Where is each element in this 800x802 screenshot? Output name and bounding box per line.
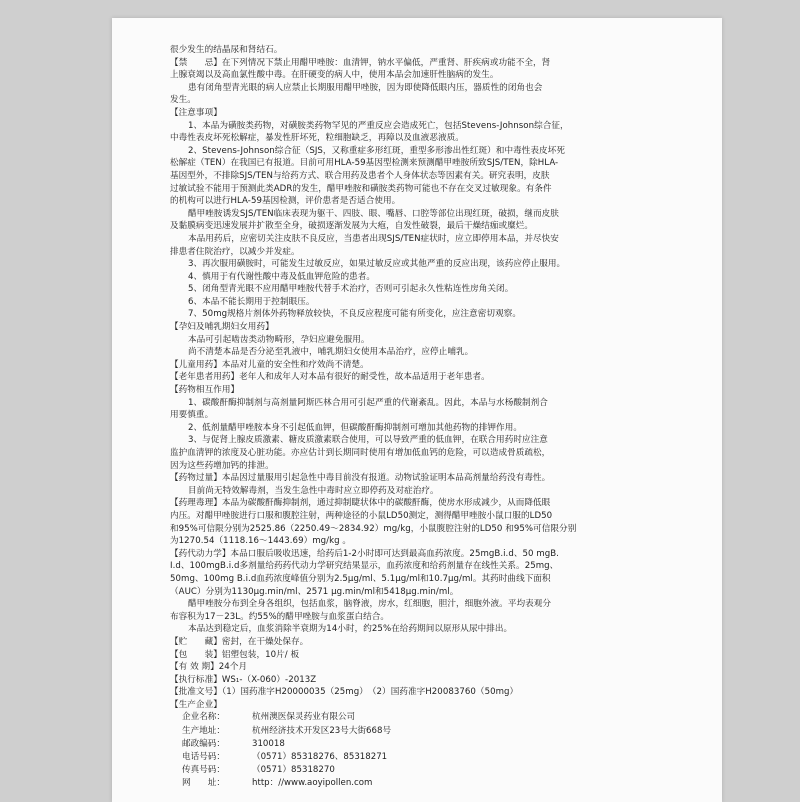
insert-text-line: 和95%可信限分别为2525.86（2250.49～2834.92）mg/kg，小鼠腹腔注射的LD50 和95%可信限分别: [170, 523, 577, 534]
insert-text-line: 基因型外，不排除SJS/TEN与给药方式、联合用药及患者个人身体状态等因素有关。研究表明，皮肤: [170, 170, 550, 181]
insert-text-line: 为1270.54（1118.16～1443.69）mg/kg 。: [170, 536, 352, 547]
insert-text-line: I.d、100mgB.i.d多剂量给药药代动力学研究结果显示，血药浓度和给药剂量存在线性关系。25mg、: [170, 561, 559, 572]
insert-text-line: 【老年患者用药】老年人和成年人对本品有很好的耐受性，故本品适用于老年患者。: [170, 372, 490, 383]
insert-text-body: [170, 44, 640, 791]
manufacturer-info-value: （0571）85318270: [252, 765, 335, 776]
insert-text-line: 【药物过量】本品因过量服用引起急性中毒目前没有报道。动物试验证明本品高剂量给药没有毒性。: [170, 473, 551, 484]
insert-text-line: 【批准文号】（1）国药准字H20000035（25mg） （2）国药准字H20083760（50mg）: [170, 687, 519, 698]
manufacturer-info-label: 传真号码：: [182, 765, 225, 776]
manufacturer-info: [170, 711, 640, 790]
insert-text-line: （AUC）分别为1130μg.min/ml、2571 μg.min/ml和5418μg.min/ml。: [170, 586, 459, 597]
manufacturer-info-value: 310018: [252, 738, 285, 749]
manufacturer-info-label: 生产地址：: [182, 725, 225, 736]
insert-text-line: 【药理毒理】本品为碳酸酐酶抑制剂，通过抑制睫状体中的碳酸酐酶，使房水形成减少，从而降低眼: [170, 498, 551, 509]
insert-text-line: 50mg、100mg B.i.d血药浓度峰值分别为2.5μg/ml、5.1μg/ml和10.7μg/ml。其药时曲线下面积: [170, 573, 551, 584]
manufacturer-info-row: [170, 764, 640, 777]
insert-text-line: 布容积为17－23L。约55%的醋甲唑胺与血浆蛋白结合。: [170, 611, 390, 622]
manufacturer-info-label: 电话号码：: [182, 752, 225, 763]
insert-text-line: 用要慎重。: [170, 410, 214, 421]
insert-text-line: 3、与促肾上腺皮质激素、糖皮质激素联合使用，可以导致严重的低血钾，在联合用药时应注意: [188, 435, 548, 446]
insert-text-line: 【儿童用药】本品对儿童的安全性和疗效尚不清楚。: [170, 359, 369, 370]
insert-text-line: 【生产企业】: [170, 699, 222, 710]
insert-text-line: 本品用药后，应密切关注皮肤不良反应，当患者出现SJS/TEN症状时，应立即停用本品，并尽快安: [188, 233, 559, 244]
insert-text-line: 3、再次服用磺胺时，可能发生过敏反应，如果过敏反应或其他严重的反应出现，该药应停止服用。: [188, 259, 566, 270]
insert-text-line: 【贮 藏】密封，在干燥处保存。: [170, 636, 309, 647]
manufacturer-info-label: 企业名称：: [182, 712, 225, 723]
insert-text-line: 4、慎用于有代谢性酸中毒及低血钾危险的患者。: [188, 271, 376, 282]
insert-text-line: 7、50mg规格片剂体外药物释放较快，不良反应程度可能有所变化，应注意密切观察。: [188, 309, 522, 320]
insert-text-line: 尚不清楚本品是否分泌至乳液中，哺乳期妇女使用本品治疗，应停止哺乳。: [188, 347, 474, 358]
insert-text-line: 2、Stevens-Johnson综合征（SJS，又称重症多形红斑，重型多形渗出性红斑）和中毒性表皮坏死: [188, 145, 565, 156]
manufacturer-info-row: [170, 751, 640, 764]
insert-text-line: 【执行标准】WS₁-（X-060）-2013Z: [170, 674, 317, 685]
insert-text-line: 醋甲唑胺分布到全身各组织，包括血浆，脑脊液，房水，红细胞，胆汁，细胞外液。平均表观分: [188, 599, 552, 610]
insert-text-line: 本品可引起啮齿类动物畸形，孕妇应避免服用。: [188, 334, 370, 345]
insert-text-line: 过敏试验不能用于预测此类ADR的发生，醋甲唑胺和磺胺类药物可能也不存在交叉过敏现象。有条件: [170, 183, 552, 194]
insert-text-line: 【有 效 期】24个月: [170, 662, 248, 673]
manufacturer-info-row: [170, 777, 640, 790]
manufacturer-info-label: 邮政编码：: [182, 738, 225, 749]
manufacturer-info-row: [170, 711, 640, 724]
insert-text-line: 【药代动力学】本品口服后吸收迅速，给药后1-2小时即可达到最高血药浓度。25mgB.i.d、50 mgB.: [170, 548, 559, 559]
insert-text-line: 的机构可以进行HLA-59基因检测，评价患者是否适合使用。: [170, 196, 401, 207]
insert-text-line: 1、碳酸酐酶抑制剂与高剂量阿斯匹林合用可引起严重的代谢紊乱。因此，本品与水杨酸制剂合: [188, 397, 548, 408]
insert-text-line: 患有闭角型青光眼的病人应禁止长期服用醋甲唑胺，因为即使降低眼内压，器质性的闭角也会: [188, 82, 543, 93]
insert-text-line: 6、本品不能长期用于控制眼压。: [188, 296, 315, 307]
insert-text-line: 发生。: [170, 95, 196, 106]
insert-text-line: 监护血清钾的浓度及心脏功能。亦应估计到长期同时使用有增加低血钙的危险，可以造成骨质疏松，: [170, 448, 551, 458]
insert-text-line: 上腺衰竭以及高血氯性酸中毒。在肝硬变的病人中，使用本品会加速肝性脑病的发生。: [170, 70, 499, 81]
manufacturer-info-value: （0571）85318276、85318271: [252, 752, 388, 763]
manufacturer-info-row: [170, 738, 640, 751]
insert-text-line: 醋甲唑胺诱发SJS/TEN临床表现为躯干、四肢、眼、嘴唇、口腔等部位出现红斑，破损，继而皮肤: [188, 208, 559, 219]
insert-text-line: 2、低剂量醋甲唑胺本身不引起低血钾，但碳酸酐酶抑制剂可增加其他药物的排钾作用。: [188, 422, 522, 433]
insert-text-line: 1、本品为磺胺类药物，对磺胺类药物罕见的严重反应会造成死亡，包括Stevens-Johnson综合征，: [188, 120, 569, 131]
insert-text-line: 内压。对醋甲唑胺进行口服和腹腔注射，两种途径的小鼠LD50测定，测得醋甲唑胺小鼠口服的LD50: [170, 510, 553, 521]
manufacturer-info-value: 杭州澳医保灵药业有限公司: [252, 712, 356, 723]
insert-text-line: 【禁 忌】在下列情况下禁止用醋甲唑胺：血清钾，钠水平偏低，严重肾、肝疾病或功能不全，肾: [170, 57, 551, 68]
manufacturer-info-row: [170, 725, 640, 738]
insert-text-line: 及黏膜病变迅速发展并扩散至全身，破损逐渐发展为大疱，自发性破裂，最后干燥结痂或糜烂。: [170, 221, 534, 232]
insert-text-line: 松解症（TEN）在我国已有报道。目前可用HLA-59基因型检测来预测醋甲唑胺所致SJS/TEN，除HLA-: [170, 158, 559, 169]
insert-text-line: 【注意事项】: [170, 107, 222, 118]
insert-text-line: 本品达到稳定后，血浆消除半衰期为14小时，约25%在给药期间以原形从尿中排出。: [188, 624, 513, 635]
manufacturer-info-label: 网 址：: [182, 778, 225, 789]
insert-text-line: 【药物相互作用】: [170, 385, 240, 396]
manufacturer-info-value: 杭州经济技术开发区23号大街668号: [252, 725, 392, 736]
insert-text-line: 目前尚无特效解毒剂，当发生急性中毒时应立即停药及对症治疗。: [188, 485, 439, 496]
insert-text-lines: [170, 44, 640, 711]
insert-text-line: 5、闭角型青光眼不应用醋甲唑胺代替手术治疗，否则可引起永久性粘连性房角关闭。: [188, 284, 514, 295]
insert-text-line: 因为这些药增加钙的排泄。: [170, 460, 274, 471]
insert-text-line: 很少发生的结晶尿和肾结石。: [170, 45, 283, 55]
insert-text-line: 排患者住院治疗，以减少并发症。: [170, 246, 300, 257]
manufacturer-info-value: http：//www.aoyipollen.com: [252, 778, 373, 789]
insert-text-line: 【包 装】铝塑包装，10片/ 板: [170, 649, 300, 660]
insert-text-line: 【孕妇及哺乳期妇女用药】: [170, 322, 274, 333]
insert-text-line: 中毒性表皮坏死松解症，暴发性肝坏死，粒细胞缺乏，再障以及血液恶液质。: [170, 133, 464, 144]
